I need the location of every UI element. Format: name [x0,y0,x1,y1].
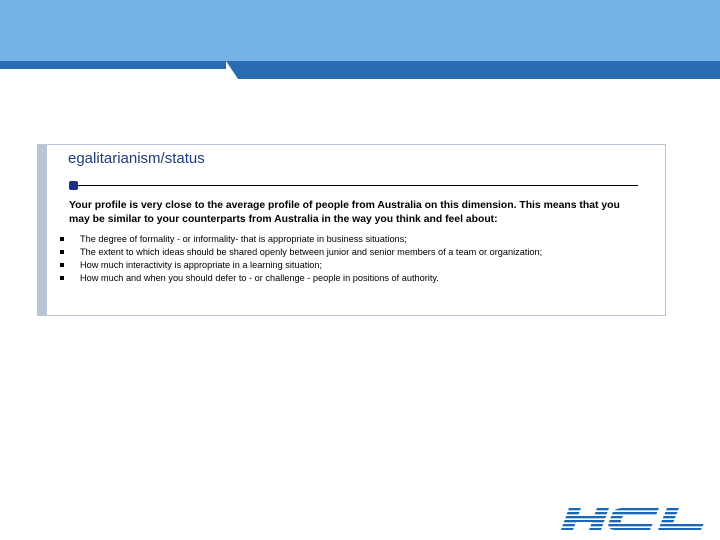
list-item [60,272,640,284]
profile-summary: Your profile is very close to the average profile of people from Australia on this dimension. This means that you may be similar to your counterparts from Australia in the way you think and feel about: [69,200,620,225]
bullet-text: How much and when you should defer to - or challenge - people in positions of authority. [80,273,439,283]
bullet-icon [60,276,64,280]
panel-left-bar [38,145,47,315]
bullet-icon [60,237,64,241]
dimension-panel [37,144,666,316]
hcl-logo [561,508,707,530]
bullet-icon [60,263,64,267]
header-stripe [0,61,720,79]
bullet-text: The extent to which ideas should be shared openly between junior and senior members of a team or organization; [80,247,543,257]
list-item [60,233,640,245]
bullet-list [60,233,640,285]
bullet-text: How much interactivity is appropriate in a learning situation; [80,260,323,270]
profile-marker [69,181,78,190]
bullet-text: The degree of formality - or informality- that is appropriate in business situations; [80,234,407,244]
profile-scale-line [78,185,638,186]
list-item [60,246,640,258]
panel-title: egalitarianism/status [68,150,205,167]
header-band [0,0,720,61]
list-item [60,259,640,271]
bullet-icon [60,250,64,254]
